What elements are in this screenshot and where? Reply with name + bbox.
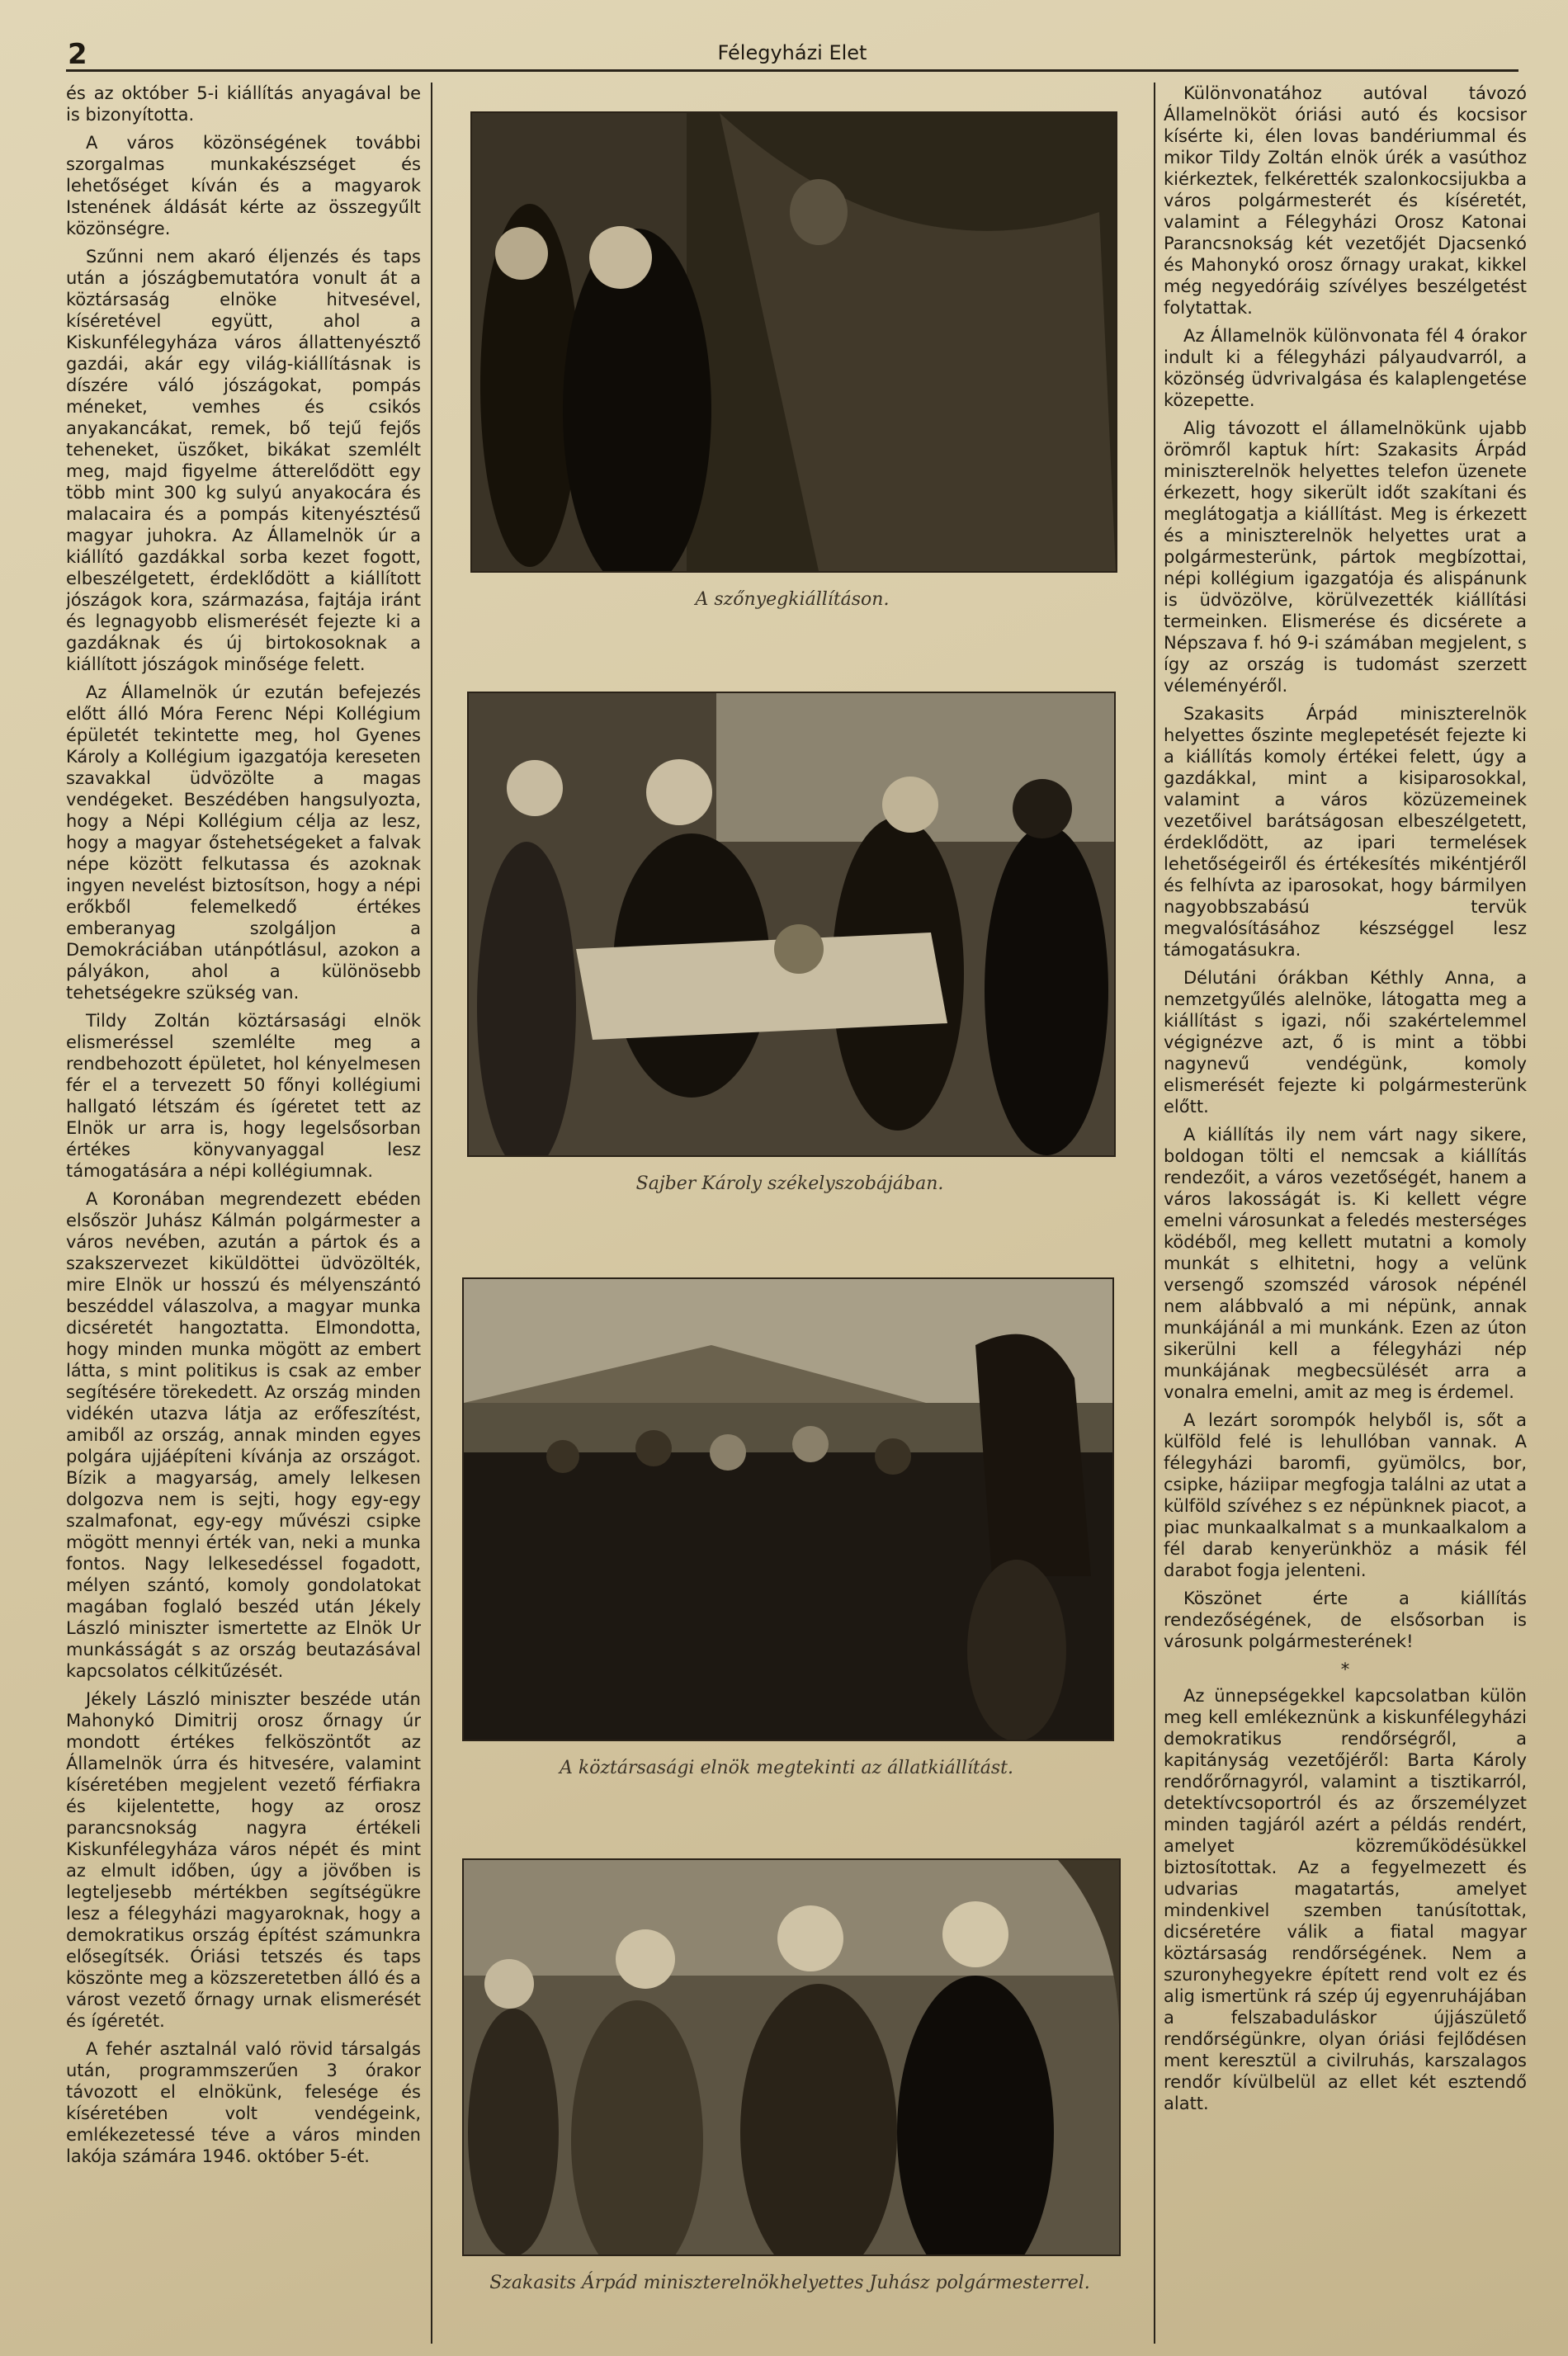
photo-animal-exhibition	[462, 1277, 1114, 1741]
article-paragraph: Szakasits Árpád miniszterelnök helyettes őszinte meglepetését fejezte ki a kiállítás komoly értékei felett, úgy a gazdákkal, mint a kisiparosokkal, valamint a város közüzemeinek vezetőivel barátságosan elbeszélgetett, érdeklődött, az ipari termelések lehetőségeiről és értékesítés mikéntjéről és felhívta az iparosokat, hogy bármilyen nagyobbszabású tervük megvalósításához készséggel lesz támogatásukra.	[1164, 704, 1527, 960]
photo-szekely-room	[467, 692, 1116, 1157]
article-paragraph: és az október 5-i kiállítás anyagával be is bizonyította.	[66, 83, 421, 125]
article-paragraph: Délutáni órákban Kéthly Anna, a nemzetgyűlés alelnöke, látogatta meg a kiállítást s igazi, női szakértelemmel végignézve azt, ő is mint a többi nagynevű vendégünk, komoly elismerését fejezte ki polgármesterünk előtt.	[1164, 968, 1527, 1117]
photo-szakasits-mayor	[462, 1858, 1121, 2256]
newspaper-title: Félegyházi Elet	[717, 41, 867, 64]
right-article-column	[1164, 83, 1527, 2344]
article-paragraph: Az Államelnök különvonata fél 4 órakor indult ki a félegyházi pályaudvarról, a közönség üdvrivalgása és kalaplengetése közepette.	[1164, 326, 1527, 410]
column-divider	[1154, 83, 1155, 2344]
left-article-column	[66, 83, 421, 2344]
photo-caption: A köztársasági elnök megtekinti az állatkiállítást.	[560, 1758, 1013, 1778]
article-paragraph: Különvonatához autóval távozó Államelnököt óriási autó és kocsisor kísérte ki, élen lovas bandériummal és mikor Tildy Zoltán elnök úrék a vasúthoz kiérkeztek, felkérették szalonkocsijukba a város polgármesterét és kíséretét, valamint a Félegyházi Orosz Katonai Parancsnokság két vezetőjét Djacsenkó és Mahonykó orosz őrnagy urakat, kikkel még negyedóráig szívélyes beszélgetést folytattak.	[1164, 83, 1527, 318]
article-paragraph: A kiállítás ily nem várt nagy sikere, boldogan tölti el nemcsak a kiállítás rendezőit, a város vezetőségét, hanem a város lakosságát is. Ki kellett végre emelni városunkat a feledés mesterséges ködéből, meg kellett mutatni a komoly munkát s elhitetni, hogy a velünk versengő szomszéd városok népénél nem alábbvaló a mi népünk, annak munkájánál a mi munkánk. Ezen az úton sikerülni kell a félegyházi nép munkájának megbecsülését arra a vonalra emelni, amit az meg is érdemel.	[1164, 1125, 1527, 1402]
article-paragraph: A város közönségének további szorgalmas munkakészséget és lehetőséget kíván és a magyarok Istenének áldását kérte az összegyűlt közönségre.	[66, 133, 421, 238]
article-paragraph: Jékely László miniszter beszéde után Mahonykó Dimitrij orosz őrnagy úr mondott értékes felköszöntőt az Államelnök úrra és hitvesére, valamint kíséretében megjelent vezető férfiakra és kijelentette, hogy az orosz parancsnokság nagyra értékeli Kiskunfélegyháza város népét és mint az elmult időben, úgy a jövőben is legteljesebb mértékben segítségükre lesz a félegyházi magyaroknak, hogy a demokratikus ország építést számunkra elősegítsék. Óriási tetszés és taps köszönte meg a közszeretetben álló és a várost vezető őrnagy urnak elismerését és ígéretét.	[66, 1689, 421, 2031]
photo-caption: Sajber Károly székelyszobájában.	[635, 1173, 944, 1194]
photo-caption: Szakasits Árpád miniszterelnökhelyettes Juhász polgármesterrel.	[489, 2273, 1090, 2293]
article-paragraph: Köszönet érte a kiállítás rendezőségének, de elsősorban is városunk polgármesterének!	[1164, 1589, 1527, 1651]
article-paragraph: Tildy Zoltán köztársasági elnök elismeréssel szemlélte meg a rendbehozott épületet, hol kényelmesen fér el a tervezett 50 főnyi kollégiumi hallgató létszám és ígéretet tett az Elnök ur arra is, hogy legelsősorban értékes könyvanyaggal lesz támogatására a népi kollégiumnak.	[66, 1011, 421, 1181]
article-paragraph: A Koronában megrendezett ebéden elsőször Juhász Kálmán polgármester a város nevében, azután a pártok és a szakszervezet kiküldöttei üdvözölték, mire Elnök ur hosszú és mélyenszántó beszéddel válaszolva, a magyar munka dicséretét hangoztatta. Elmondotta, hogy minden munka mögött az embert látta, s mint politikus is csak az ember segítésére törekedett. Az ország minden vidékén utazva látja az erőfeszítést, amiből az ország, annak minden egyes polgára ujjáépíteni kívánja az országot. Bízik a magyarság, amely lelkesen dolgozva nem is sejti, hogy egy-egy szalmafonat, egy-egy művészi csipke mögött mennyi érték van, neki a munka fontos. Nagy lelkesedéssel fogadott, mélyen szántó, komoly gondolatokat magában foglaló beszéd után Jékely László miniszter ismertette az Elnök Ur munkásságát s az ország beutazásával kapcsolatos célkitűzését.	[66, 1189, 421, 1681]
article-paragraph: A fehér asztalnál való rövid társalgás után, programmszerűen 3 órakor távozott el elnökünk, felesége és kíséretében volt vendégeink, emlékezetessé téve a város minden lakója számára 1946. október 5-ét.	[66, 2039, 421, 2166]
column-divider	[431, 83, 432, 2344]
section-separator: *	[1340, 1660, 1350, 1679]
article-paragraph: Az ünnepségekkel kapcsolatban külön meg kell emlékeznünk a kiskunfélegyházi demokratikus rendőrségről, a kapitányság vezetőjéről: Barta Károly rendőrőrnagyról, valamint a tisztikarról, detektívcsoportról és az őrszemélyzet minden tagjáról azért a példás rendért, amelyet közreműködésükkel biztosítottak. Az a fegyelmezett és udvarias magatartás, amelyet mindenkivel szemben tanúsítottak, dicséretére válik a fiatal magyar köztársaság rendőrségének. Nem a szuronyhegyekre épített rend volt ez és alig ismertünk rá szép új egyenruhájában a felszabaduláskor újjászülető rendőrségünkre, olyan óriási fejlődésen ment keresztül a civilruhás, karszalagos rendőr kívülbelül az ellet két esztendő alatt.	[1164, 1686, 1527, 2113]
page-number: 2	[68, 38, 87, 71]
page-header	[66, 36, 1518, 72]
article-paragraph: Alig távozott el államelnökünk ujabb örömről kaptuk hírt: Szakasits Árpád miniszterelnök helyettes telefon üzenete érkezett, hogy sikerült időt szakítani és meglátogatja a kiállítást. Meg is érkezett és a miniszterelnök helyettes urat a polgármesterünk, pártok megbízottai, népi kollégium igazgatója és alispánunk is üdvözölve, körülvezették kiállítási termeinken. Elismerése és dicsérete a Népszava f. hó 9-i számában megjelent, s így az ország is tudomást szerzett véleményéről.	[1164, 418, 1527, 696]
photo-carpet-exhibition	[470, 111, 1117, 573]
article-paragraph: Szűnni nem akaró éljenzés és taps után a jószágbemutatóra vonult át a köztársaság elnöke hitvesével, kíséretével együtt, ahol a Kiskunfélegyháza város állattenyésztő gazdái, akár egy világ-kiállításnak is díszére váló jószágokat, pompás méneket, vemhes és csikós anyakancákat, remek, bő tejű fejős teheneket, üszőket, bikákat szemlélt meg, majd figyelme átterelődött egy több mint 300 kg sulyú anyakocára és malacaira és a pompás kitenyésztésű magyar juhokra. Az Államelnök úr a kiállító gazdákkal sorba kezet fogott, elbeszélgetett, érdeklődött a kiállított jószágok kora, származása, fajtája iránt és legnagyobb elismerését fejezte ki a gazdáknak és új birtokosoknak a kiállított jószágok minősége felett.	[66, 247, 421, 674]
article-paragraph: Az Államelnök úr ezután befejezés előtt álló Móra Ferenc Népi Kollégium épületét tekintette meg, hol Gyenes Károly a Kollégium igazgatója kereseten szavakkal üdvözölte a magas vendégeket. Beszédében hangsulyozta, hogy a Népi Kollégium célja az lesz, hogy a magyar őstehetségeket a falvak népe között felkutassa és azoknak ingyen nevelést biztosítson, hogy a népi erőkből felemelkedő értékes emberanyag szolgáljon a Demokráciában utánpótlásul, azokon a pályákon, ahol a különösebb tehetségekre szükség van.	[66, 682, 421, 1003]
photo-caption: A szőnyegkiállításon.	[695, 589, 890, 610]
article-paragraph: A lezárt sorompók helyből is, sőt a külföld felé is lehullóban vannak. A félegyházi baromfi, gyümölcs, bor, csipke, háziipar megfogja találni az utat a külföld szívéhez s ez népünknek piacot, a piac munkaalkalmat s a munkaalkalom a fél darab kenyerünkhöz a másik fél darabot fogja jelenteni.	[1164, 1410, 1527, 1580]
